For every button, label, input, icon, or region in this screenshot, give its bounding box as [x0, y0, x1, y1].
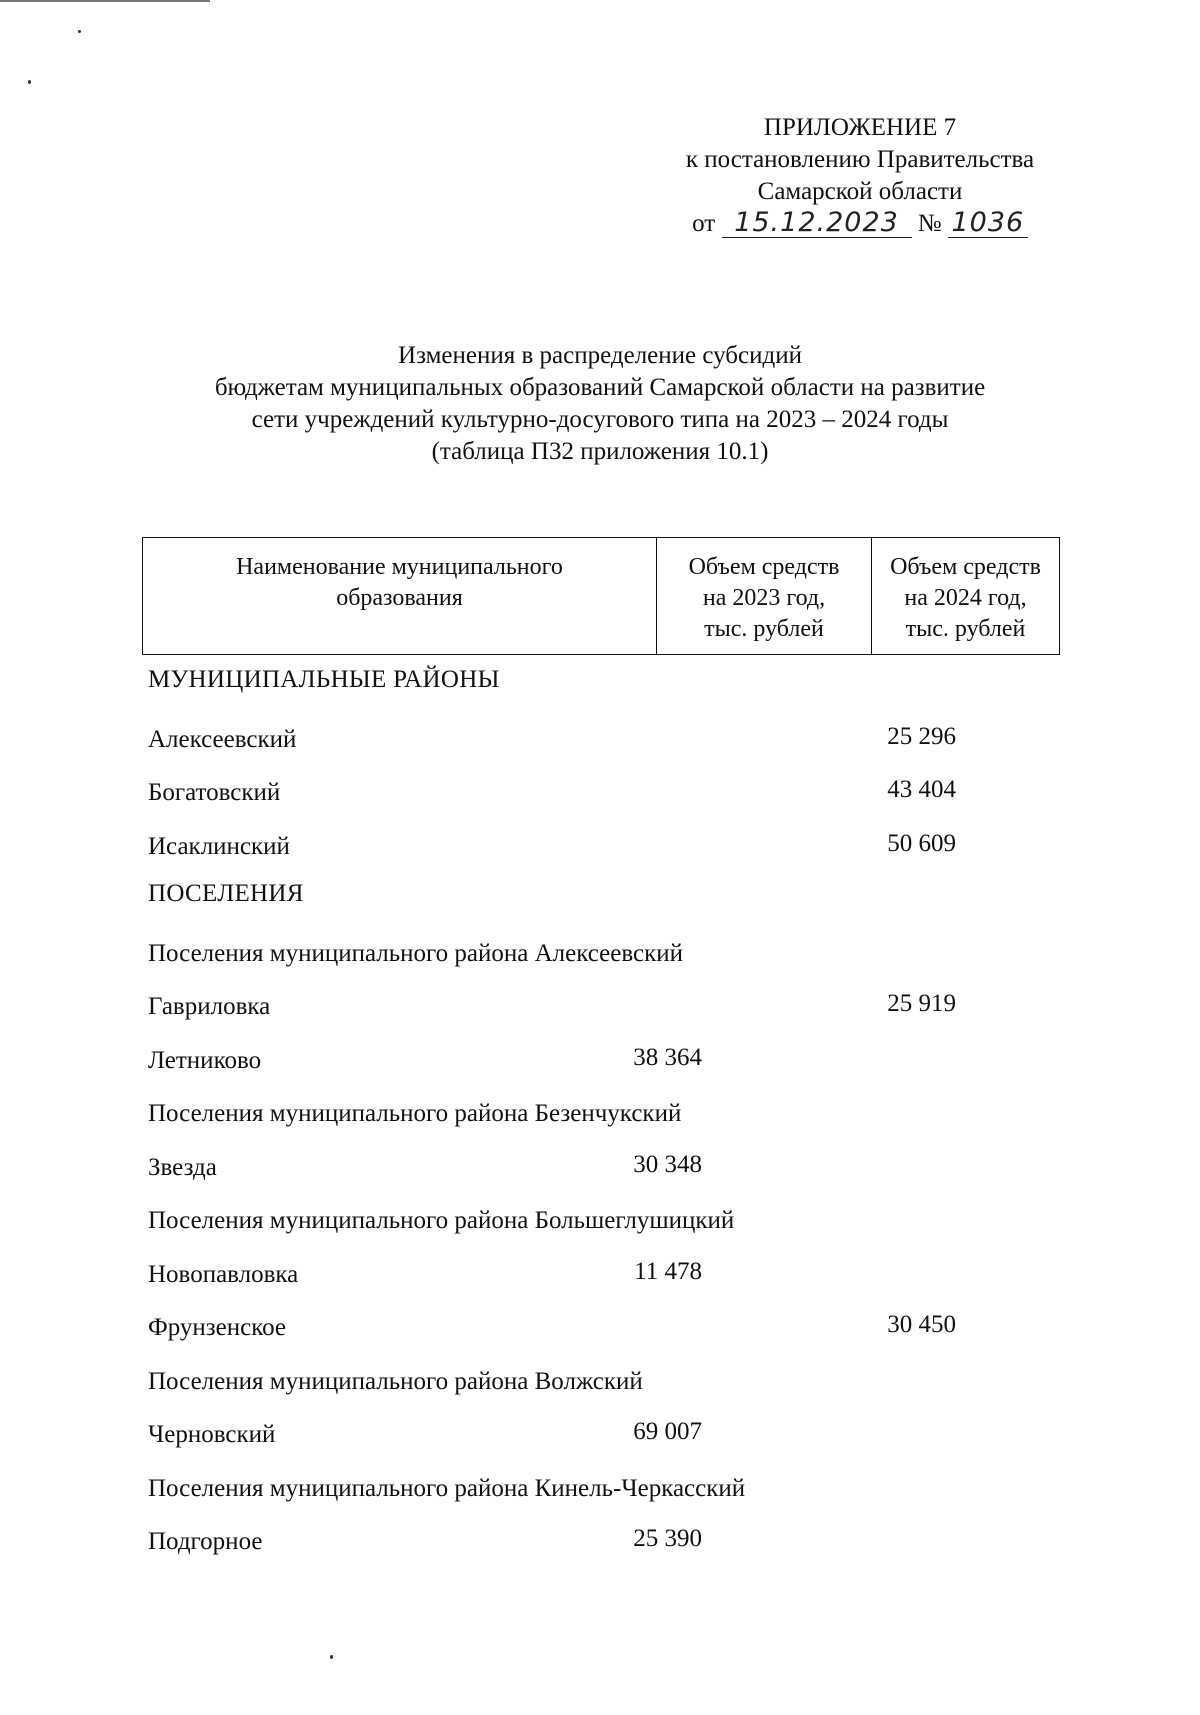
handwritten-number: 1036 — [948, 209, 1028, 238]
table-row — [148, 1516, 1060, 1570]
header-text: Наименование муниципального — [236, 554, 563, 580]
table-row — [148, 1409, 1060, 1463]
title-line: бюджетам муниципальных образований Самарской области на развитие — [214, 374, 986, 401]
header-text: тыс. рублей — [905, 616, 1026, 642]
row-name: ПОСЕЛЕНИЯ — [148, 880, 304, 907]
handwritten-date: 15.12.2023 — [722, 209, 912, 238]
header-2024 — [872, 538, 1059, 654]
header-2023 — [657, 538, 872, 654]
table-row — [148, 1195, 1060, 1249]
table-row — [148, 767, 1060, 821]
table-row — [148, 714, 1060, 768]
row-value-2023: 30 348 — [633, 1150, 702, 1178]
row-value-2024: 50 609 — [887, 829, 956, 857]
table-header — [142, 537, 1060, 655]
row-value-2024: 43 404 — [887, 776, 956, 803]
table-body — [148, 660, 1060, 1570]
table-row — [148, 1356, 1060, 1410]
row-value-2024: 25 296 — [887, 722, 956, 750]
row-value-2024: 25 919 — [887, 990, 956, 1017]
row-name: Поселения муниципального района Безенчукский — [148, 1100, 682, 1127]
row-value-2023: 25 390 — [633, 1525, 702, 1552]
table-row — [148, 821, 1060, 875]
row-name: Поселения муниципального района Алексеевский — [148, 939, 684, 967]
row-name: Богатовский — [148, 779, 281, 806]
table-row — [148, 928, 1060, 982]
row-name: МУНИЦИПАЛЬНЫЕ РАЙОНЫ — [148, 666, 500, 693]
row-name: Исаклинский — [148, 832, 290, 860]
row-value-2023: 69 007 — [633, 1418, 702, 1445]
header-text: Объем средств — [890, 554, 1041, 580]
document-title — [100, 340, 1100, 468]
table-row — [148, 1302, 1060, 1356]
row-name: Поселения муниципального района Кинель-Черкасский — [148, 1474, 746, 1502]
table-row — [148, 1463, 1060, 1517]
header-text: на 2023 год, — [702, 585, 826, 611]
table-row — [148, 981, 1060, 1035]
row-value-2023: 11 478 — [634, 1257, 702, 1285]
title-line: (таблица П32 приложения 10.1) — [431, 438, 769, 465]
title-line: Изменения в распределение субсидий — [398, 342, 802, 369]
row-name: Летниково — [148, 1046, 262, 1074]
header-name — [143, 538, 657, 654]
table-row — [148, 874, 1060, 928]
header-text: образования — [336, 585, 463, 611]
scan-edge-line — [0, 0, 210, 2]
row-name: Звезда — [148, 1153, 217, 1181]
table-row — [148, 1035, 1060, 1089]
appendix-region-line: Самарской области — [757, 178, 963, 205]
row-name: Алексеевский — [148, 725, 297, 753]
header-text: тыс. рублей — [704, 616, 824, 642]
scan-speck — [78, 30, 81, 33]
appendix-number: ПРИЛОЖЕНИЕ 7 — [763, 114, 957, 141]
title-line: сети учреждений культурно-досугового типа на 2023 – 2024 годы — [251, 406, 949, 433]
date-prefix: от — [692, 210, 716, 237]
row-value-2023: 38 364 — [633, 1043, 702, 1071]
row-name: Поселения муниципального района Волжский — [148, 1367, 643, 1395]
appendix-header — [640, 112, 1080, 240]
appendix-resolution-line: к постановлению Правительства — [685, 146, 1035, 173]
scan-speck — [330, 1655, 333, 1659]
table-row — [148, 1142, 1060, 1196]
scan-speck — [28, 80, 31, 84]
row-name: Фрунзенское — [148, 1314, 287, 1341]
table-row — [148, 1088, 1060, 1142]
row-value-2024: 30 450 — [887, 1311, 956, 1338]
header-text: на 2024 год, — [904, 585, 1027, 611]
header-text: Объем средств — [688, 554, 840, 580]
row-name: Новопавловка — [148, 1260, 299, 1288]
row-name: Подгорное — [148, 1528, 263, 1555]
row-name: Поселения муниципального района Большеглушицкий — [148, 1207, 735, 1234]
number-prefix: № — [917, 210, 942, 237]
table-row — [148, 1249, 1060, 1303]
table-row — [148, 660, 1060, 714]
appendix-date-line — [640, 208, 1080, 240]
row-name: Черновский — [148, 1421, 276, 1448]
row-name: Гавриловка — [148, 993, 271, 1020]
